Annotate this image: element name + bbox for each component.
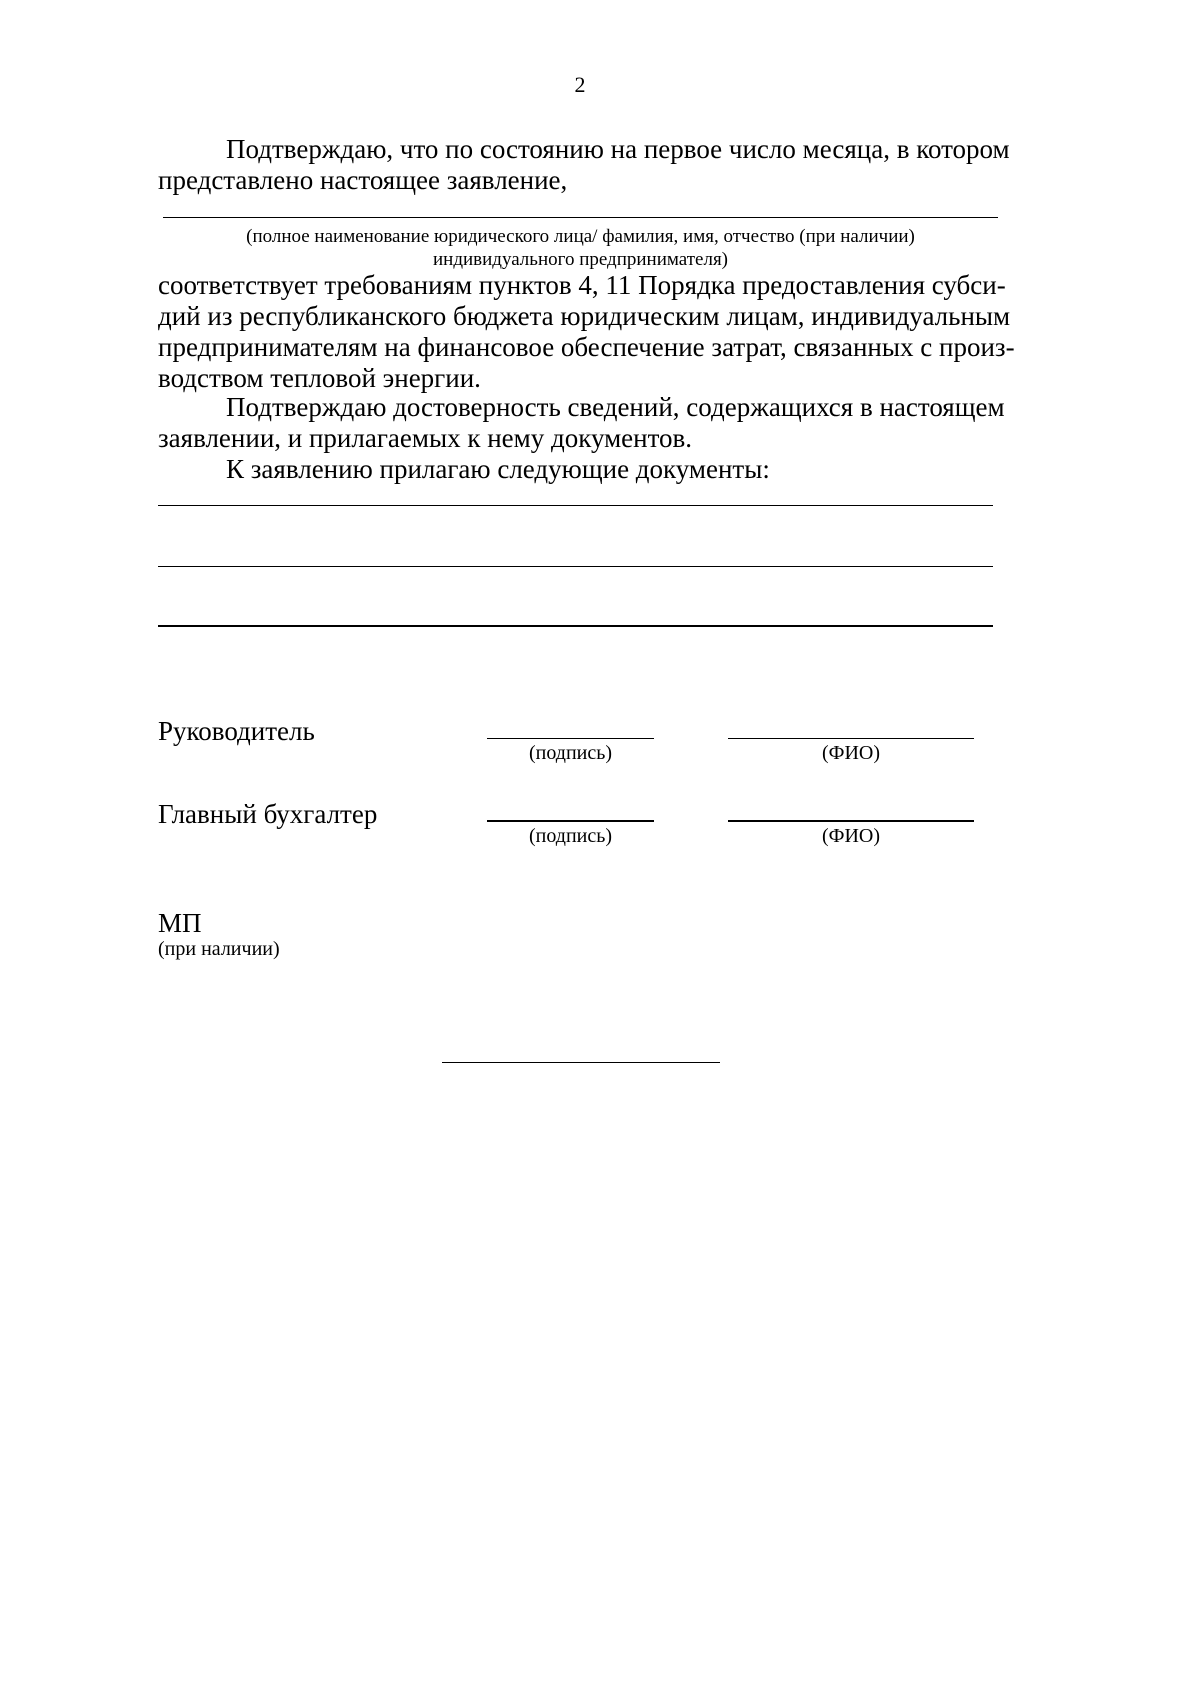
head-name-caption: (ФИО) [821, 742, 880, 764]
confirm-line-2: представлено настоящее заявление, [158, 165, 568, 195]
head-name-field[interactable] [728, 738, 974, 739]
confirm-line-1: Подтверждаю, что по состоянию на первое число месяца, в котором [226, 134, 1010, 164]
compliance-line-4: водством тепловой энергии. [158, 363, 481, 393]
accountant-name-caption: (ФИО) [821, 825, 880, 847]
accountant-signature-caption: (подпись) [528, 825, 613, 847]
stamp-note: (при наличии) [158, 938, 280, 960]
attachment-line-2[interactable] [158, 566, 993, 567]
attachment-line-1[interactable] [158, 505, 993, 506]
attachments-intro: К заявлению прилагаю следующие документы: [226, 454, 770, 484]
compliance-line-3: предпринимателям на финансовое обеспечение затрат, связанных с произ- [158, 332, 1015, 362]
head-signature-caption: (подпись) [528, 742, 613, 764]
entity-name-field[interactable] [163, 217, 998, 218]
accountant-label: Главный бухгалтер [158, 799, 378, 829]
compliance-line-1: соответствует требованиям пунктов 4, 11 Порядка предоставления субси- [158, 270, 1006, 300]
accountant-signature-field[interactable] [487, 820, 654, 822]
attachment-line-3[interactable] [158, 625, 993, 627]
accuracy-line-1: Подтверждаю достоверность сведений, содержащихся в настоящем [226, 392, 1005, 422]
stamp-label: МП [158, 908, 202, 938]
closing-rule [442, 1062, 720, 1063]
entity-caption-line-1: (полное наименование юридического лица/ фамилия, имя, отчество (при наличии) [246, 226, 915, 247]
accuracy-line-2: заявлении, и прилагаемых к нему документов. [158, 423, 693, 453]
accountant-name-field[interactable] [728, 820, 974, 822]
head-signature-field[interactable] [487, 738, 654, 739]
page-number: 2 [574, 72, 586, 97]
compliance-line-2: дий из республиканского бюджета юридическим лицам, индивидуальным [158, 301, 1011, 331]
head-label: Руководитель [158, 716, 315, 746]
entity-caption-line-2: индивидуального предпринимателя) [432, 249, 729, 270]
